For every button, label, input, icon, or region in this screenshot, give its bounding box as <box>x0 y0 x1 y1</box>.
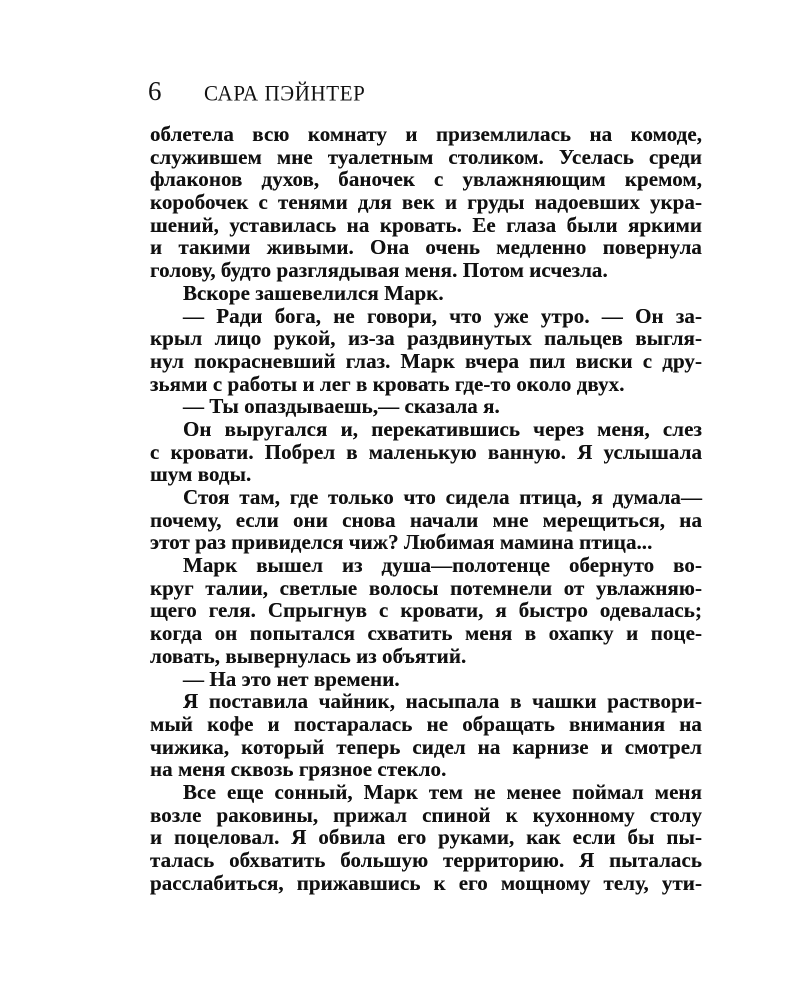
text-line: ловать, вывернулась из объятий. <box>150 643 467 668</box>
text-line: Он выругался и, перекатившись через меня, слез <box>183 416 702 441</box>
text-line: облетела всю комнату и приземлилась на комоде, <box>150 122 702 146</box>
text-line: Все еще сонный, Марк тем не менее поймал меня <box>183 779 702 804</box>
author-name: САРА ПЭЙНТЕР <box>204 80 366 106</box>
text-line: мый кофе и постаралась не обращать внимания на <box>150 711 702 736</box>
text-line: голову, будто разглядывая меня. Потом исчезла. <box>150 258 608 283</box>
text-line: когда он попытался схватить меня в охапку и поце- <box>150 621 702 646</box>
text-line: и поцеловал. Я обвила его руками, как если бы пы- <box>150 825 702 850</box>
text-line: нул покрасневший глаз. Марк вчера пил виски с дру- <box>150 348 702 373</box>
text-line: круг талии, светлые волосы потемнели от увлажняю- <box>150 575 702 600</box>
text-line: почему, если они снова начали мне мерещиться, на <box>150 507 702 532</box>
text-line: зьями с работы и лег в кровать где-то около двух. <box>150 371 625 396</box>
text-line: шений, уставилась на кровать. Ее глаза были яркими <box>150 212 702 237</box>
text-line: и такими живыми. Она очень медленно повернула <box>150 235 702 260</box>
text-line: Марк вышел из душа—полотенце обернуто во- <box>183 553 702 578</box>
text-line: шум воды. <box>150 462 252 487</box>
text-line: — Ради бога, не говори, что уже утро. — Он за- <box>183 303 702 328</box>
body-text <box>150 123 702 894</box>
text-line: служившем мне туалетным столиком. Уселась среди <box>150 144 702 169</box>
text-line: — На это нет времени. <box>183 666 400 691</box>
text-line: возле раковины, прижал спиной к кухонному столу <box>150 802 702 827</box>
text-line: щего геля. Спрыгнув с кровати, я быстро одевалась; <box>150 598 702 623</box>
page-number: 6 <box>148 76 162 106</box>
text-line: — Ты опаздываешь,— сказала я. <box>183 394 500 419</box>
text-line: этот раз привиделся чиж? Любимая мамина птица... <box>150 530 653 555</box>
text-line: Стоя там, где только что сидела птица, я думала— <box>183 485 702 509</box>
text-line: на меня сквозь грязное стекло. <box>150 757 447 782</box>
text-line: крыл лицо рукой, из-за раздвинутых пальцев выгля- <box>150 326 702 351</box>
running-head <box>148 74 708 108</box>
text-line: коробочек с тенями для век и груды надоевших укра- <box>150 190 702 215</box>
text-line: чижика, который теперь сидел на карнизе и смотрел <box>150 734 702 759</box>
text-line: с кровати. Побрел в маленькую ванную. Я услышала <box>150 439 702 464</box>
text-line: расслабиться, прижавшись к его мощному телу, ути- <box>150 870 702 895</box>
text-line: Я поставила чайник, насыпала в чашки раствори- <box>183 689 702 714</box>
text-line: флаконов духов, баночек с увлажняющим кремом, <box>150 167 702 192</box>
text-line: талась обхватить большую территорию. Я пыталась <box>150 848 702 872</box>
text-line: Вскоре зашевелился Марк. <box>183 280 444 305</box>
